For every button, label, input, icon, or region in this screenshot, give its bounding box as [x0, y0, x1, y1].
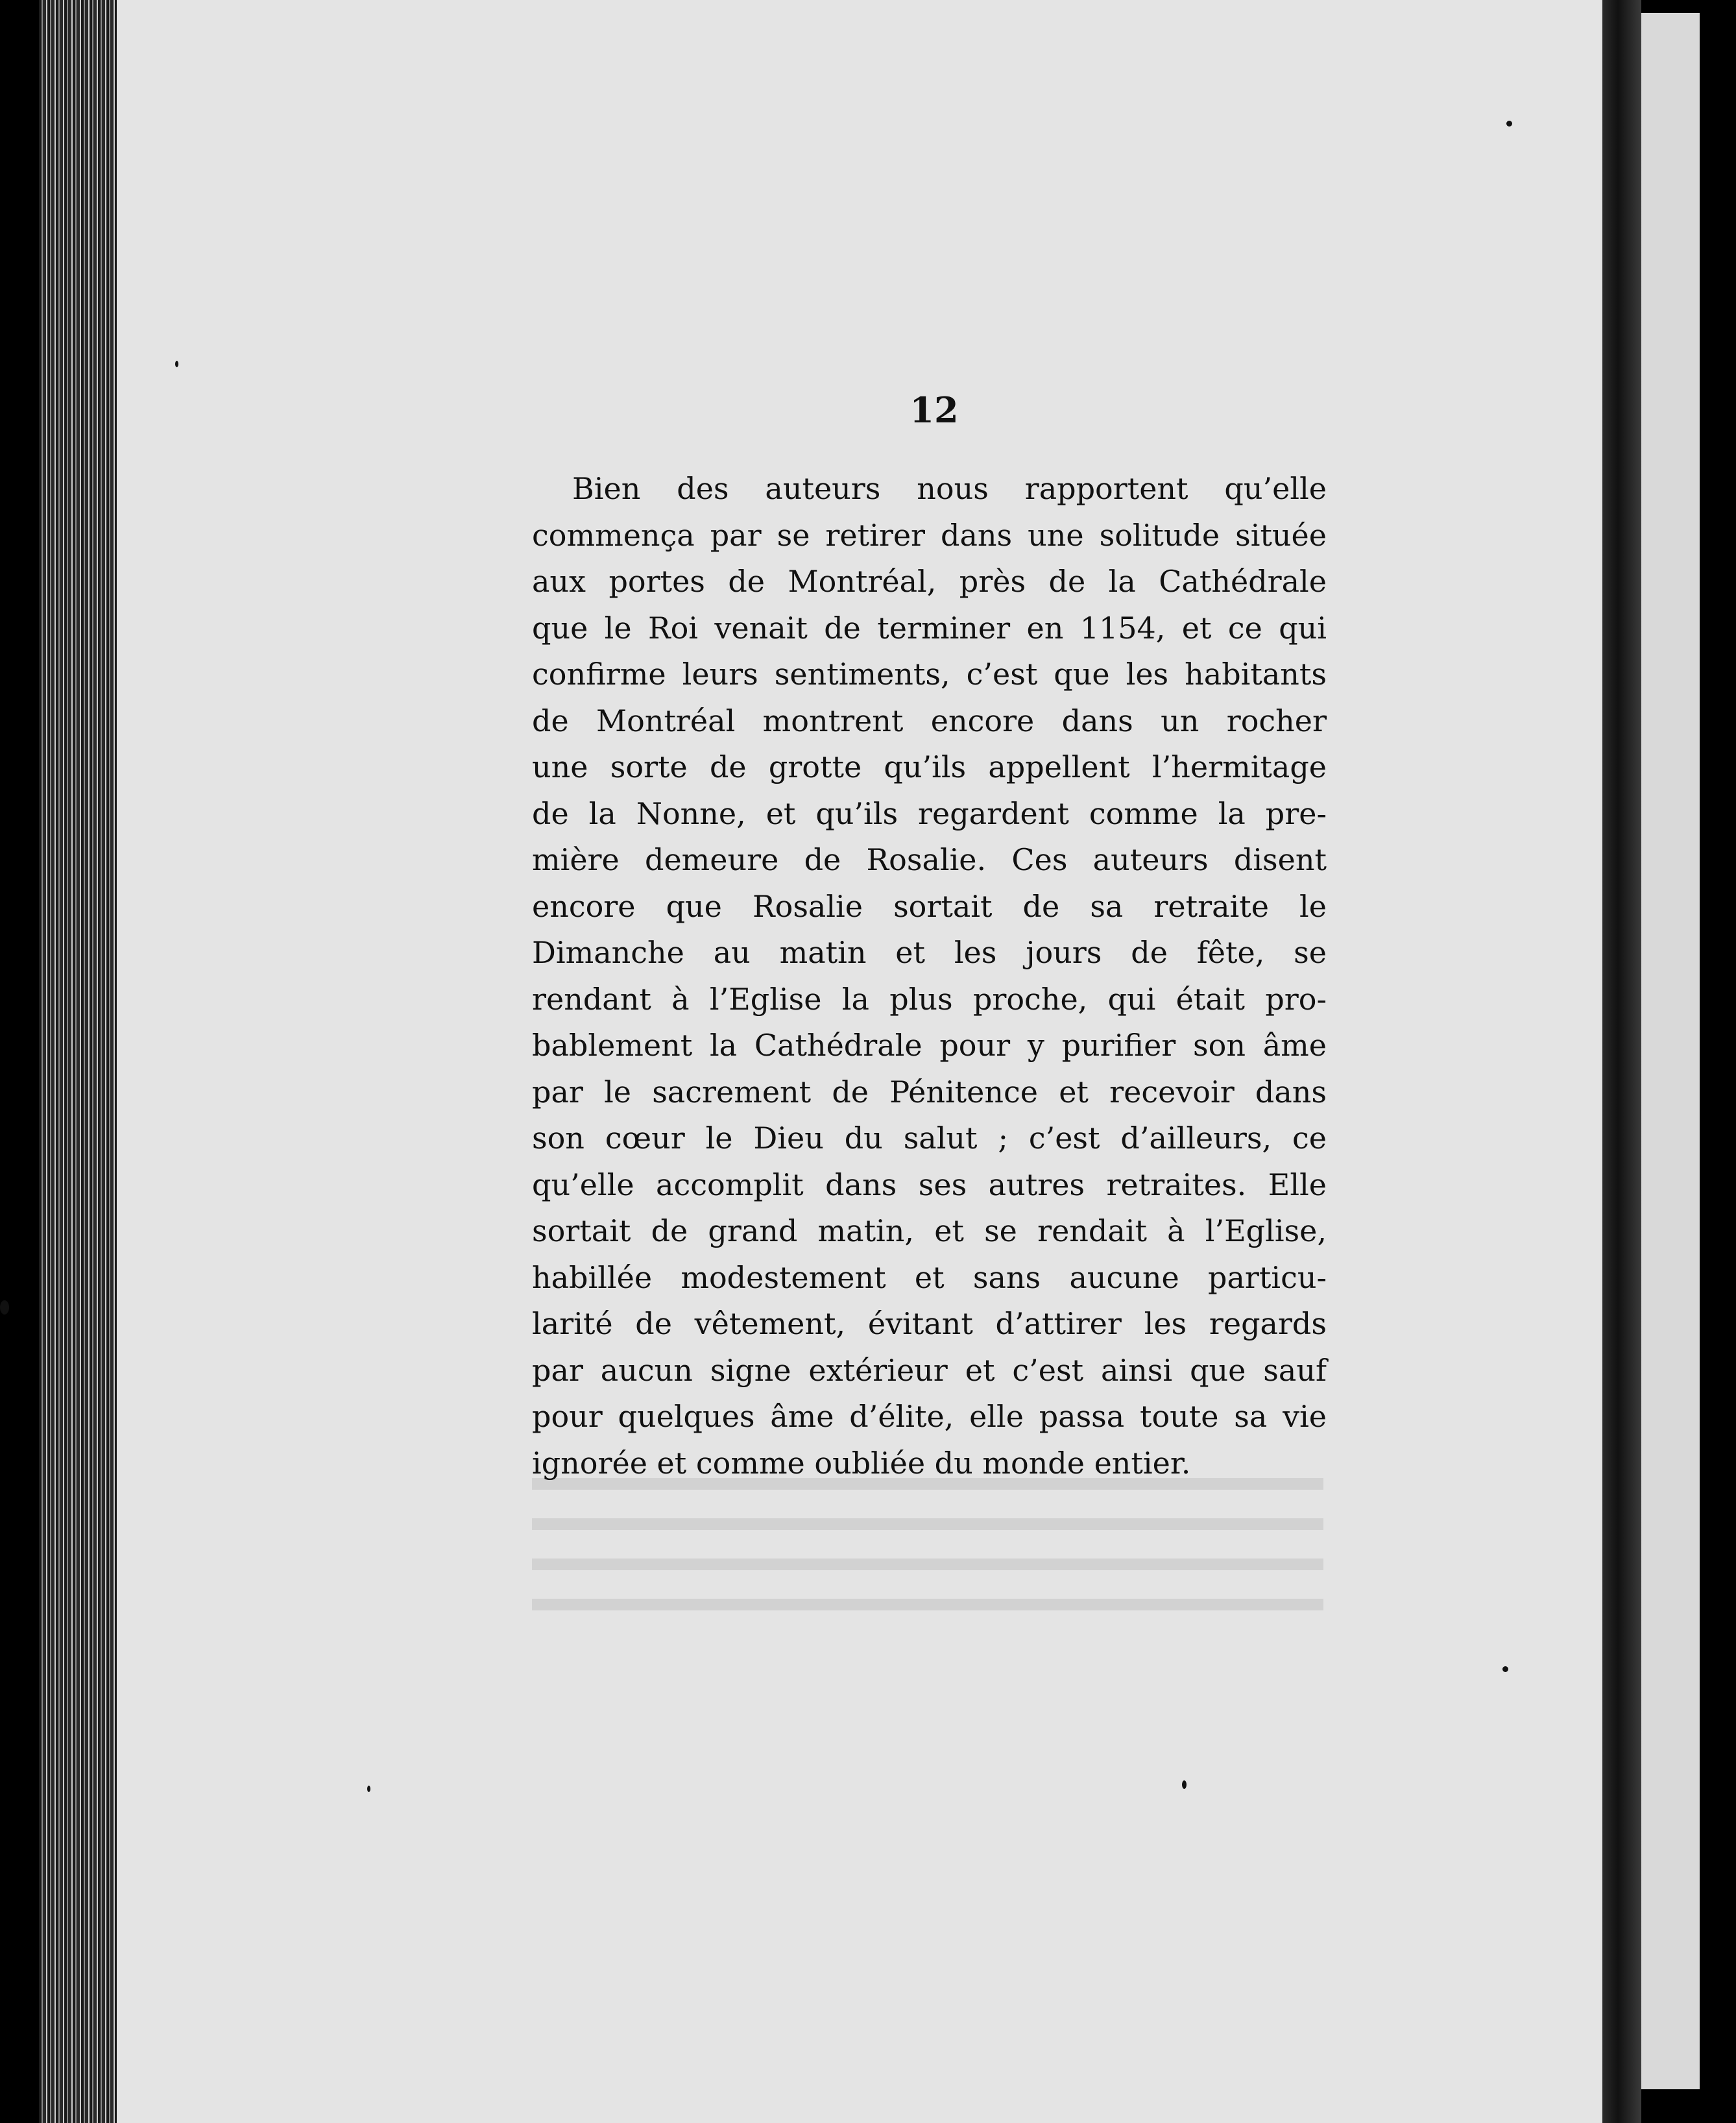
next-page-edge: [1641, 13, 1700, 2089]
page-number: 12: [910, 389, 959, 431]
text-line: qu’elle accomplit dans ses autres retraites. Elle: [532, 1167, 1327, 1202]
text-line: Bien des auteurs nous rapportent qu’elle: [572, 471, 1327, 506]
right-page-shadow: [1602, 0, 1641, 2123]
text-line: de Montréal montrent encore dans un rocher: [532, 703, 1327, 738]
text-line: encore que Rosalie sortait de sa retraite le: [532, 888, 1327, 924]
text-line: mière demeure de Rosalie. Ces auteurs disent: [532, 842, 1327, 877]
text-line: habillée modestement et sans aucune particu-: [532, 1259, 1327, 1295]
speck: [1502, 1666, 1508, 1672]
text-line: pour quelques âme d’élite, elle passa toute sa vie: [532, 1399, 1327, 1434]
text-line: aux portes de Montréal, près de la Cathédrale: [532, 564, 1327, 599]
text-line: par aucun signe extérieur et c’est ainsi que sauf: [532, 1352, 1327, 1388]
text-line: bablement la Cathédrale pour y purifier son âme: [532, 1028, 1327, 1063]
text-line: par le sacrement de Pénitence et recevoir dans: [532, 1074, 1327, 1110]
text-line: commença par se retirer dans une solitude située: [532, 517, 1327, 553]
text-line: de la Nonne, et qu’ils regardent comme la pre-: [532, 795, 1327, 831]
text-line: une sorte de grotte qu’ils appellent l’hermitage: [532, 749, 1327, 784]
text-line: rendant à l’Eglise la plus proche, qui était pro-: [532, 981, 1327, 1017]
speck: [0, 1300, 9, 1315]
scan-border: [1700, 0, 1736, 2123]
body-paragraph: [532, 466, 1327, 1486]
speck: [175, 361, 178, 367]
text-line: larité de vêtement, évitant d’attirer les regards: [532, 1306, 1327, 1341]
text-line: Dimanche au matin et les jours de fête, se: [532, 935, 1327, 970]
speck: [1182, 1780, 1187, 1789]
text-line: son cœur le Dieu du salut ; c’est d’ailleurs, ce: [532, 1121, 1327, 1156]
text-line: que le Roi venait de terminer en 1154, et ce qui: [532, 610, 1327, 646]
text-line: sortait de grand matin, et se rendait à l’Eglise,: [532, 1213, 1327, 1248]
text-line: confirme leurs sentiments, c’est que les habitants: [532, 657, 1327, 692]
show-through-text: [532, 1478, 1323, 1614]
speck: [367, 1786, 370, 1792]
book-binding-edge: [39, 0, 117, 2123]
speck: [1506, 121, 1512, 127]
text-line: ignorée et comme oubliée du monde entier.: [532, 1445, 1191, 1481]
